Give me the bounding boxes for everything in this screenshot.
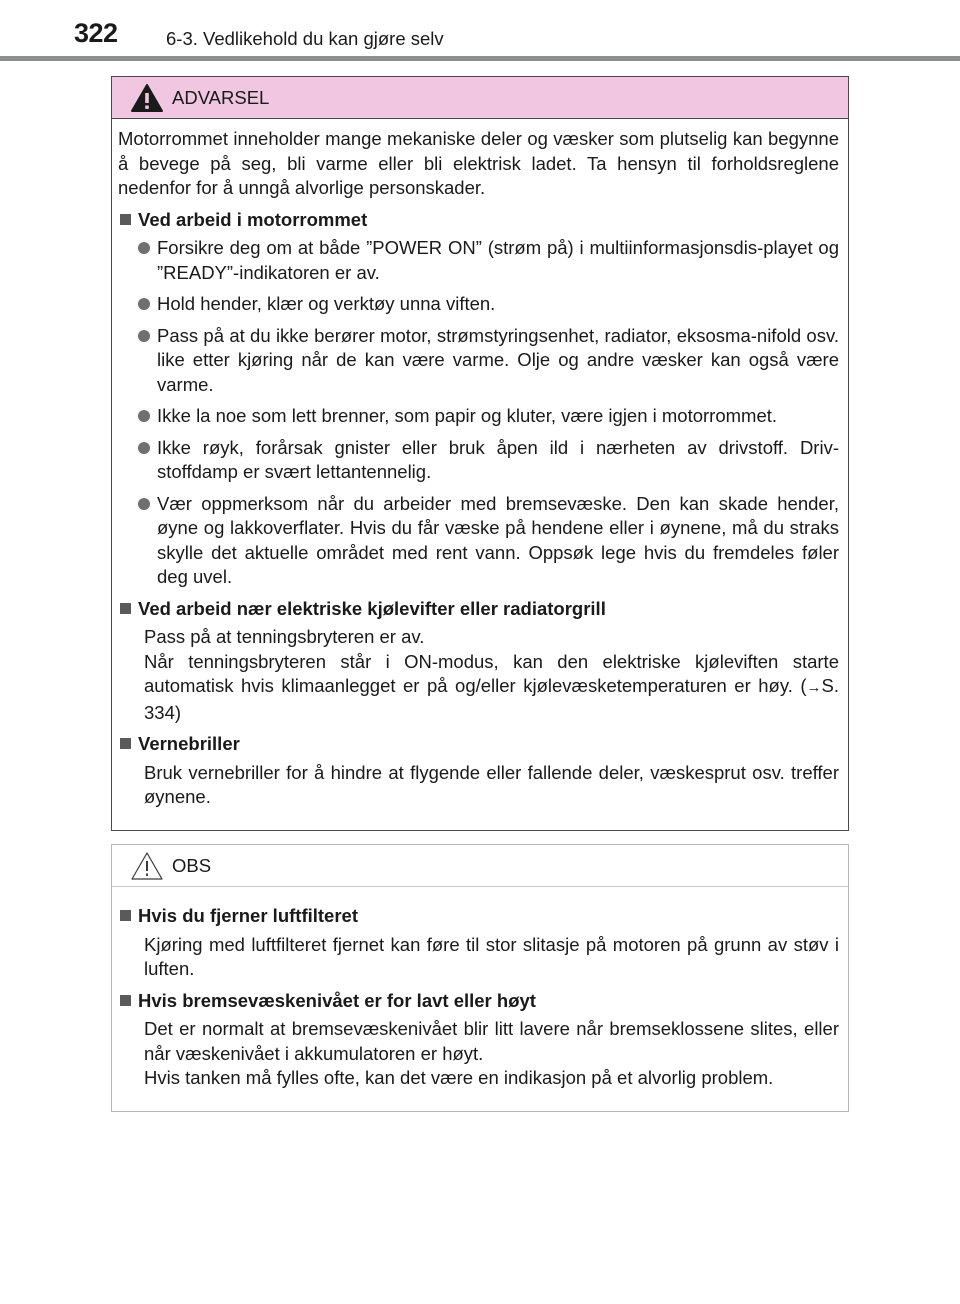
bullet-dot-icon bbox=[138, 242, 150, 254]
bullet-item bbox=[118, 436, 839, 485]
bullet-item bbox=[118, 492, 839, 590]
caution-body bbox=[112, 887, 848, 1091]
bullet-dot-icon bbox=[138, 330, 150, 342]
caution-text-air-filter: Kjøring med luftfilteret fjernet kan føre til stor slitasje på motoren på grunn av støv i luften. bbox=[144, 933, 839, 979]
bullet-item bbox=[118, 236, 839, 285]
caution-subhead-brake-fluid bbox=[118, 989, 839, 1014]
warning-intro: Motorrommet inneholder mange mekaniske deler og væsker som plutselig kan begynne å bevege på seg, bli varme eller bli elektrisk ladet. Ta hensyn til forholdsreglene nedenfor for å unngå alvorlige personskader. bbox=[118, 128, 839, 198]
caution-triangle-icon bbox=[130, 851, 164, 881]
warning-body bbox=[112, 119, 848, 810]
warning-subhead-goggles bbox=[118, 732, 839, 757]
bullet-item bbox=[118, 324, 839, 398]
warning-subhead-cooling-fans bbox=[118, 597, 839, 622]
bullet-item bbox=[118, 292, 839, 317]
bullet-text: Ikke la noe som lett brenner, som papir og kluter, være igjen i motorrommet. bbox=[157, 405, 778, 426]
fan-start-text: Når tenningsbryteren står i ON-modus, kan den elektriske kjøleviften starte automatisk hvis klimaanlegget er på og/eller kjølevæsketemperaturen er høy. ( bbox=[144, 650, 839, 696]
bullet-text: Hold hender, klær og verktøy unna viften. bbox=[157, 293, 496, 314]
caution-text-brake-level: Det er normalt at bremsevæskenivået blir litt lavere når bremseklossene slites, eller når væskenivået i akkumulatoren er høyt. bbox=[144, 1018, 839, 1064]
page-header bbox=[0, 0, 960, 49]
subhead-text: Vernebriller bbox=[138, 733, 240, 754]
subhead-text: Ved arbeid nær elektriske kjølevifter eller radiatorgrill bbox=[138, 597, 606, 619]
warning-text-ignition: Pass på at tenningsbryteren er av. bbox=[144, 626, 425, 647]
header-rule bbox=[0, 56, 960, 61]
subhead-text: Ved arbeid i motorrommet bbox=[138, 208, 368, 230]
bullet-text: Pass på at du ikke berører motor, strømstyringsenhet, radiator, eksosma-nifold osv. like etter kjøring når de kan være varme. Olje og andre væsker kan også være varme. bbox=[157, 324, 839, 395]
bullet-dot-icon bbox=[138, 442, 150, 454]
square-bullet-icon bbox=[120, 738, 131, 749]
section-title: 6-3. Vedlikehold du kan gjøre selv bbox=[166, 28, 444, 49]
square-bullet-icon bbox=[120, 603, 131, 614]
warning-triangle-icon bbox=[130, 83, 164, 113]
bullet-dot-icon bbox=[138, 298, 150, 310]
bullet-text: Vær oppmerksom når du arbeider med bremsevæske. Den kan skade hender, øyne og lakkoverflater. Hvis du får væske på hendene eller i øynene, må du straks skylle det aktuelle området med rent vann. Oppsøk lege hvis du fremdeles føler deg uvel. bbox=[157, 492, 839, 587]
bullet-text: Forsikre deg om at både ”POWER ON” (strøm på) i multiinformasjonsdis-playet og ”READY”-indikatoren er av. bbox=[157, 237, 839, 283]
caution-subhead-air-filter bbox=[118, 904, 839, 929]
bullet-item bbox=[118, 404, 839, 429]
warning-header bbox=[112, 77, 848, 119]
warning-box bbox=[111, 76, 849, 831]
warning-subhead-engine-room bbox=[118, 208, 839, 233]
warning-label: ADVARSEL bbox=[172, 87, 270, 108]
warning-text-fan-start bbox=[144, 650, 839, 726]
caution-header bbox=[112, 845, 848, 887]
page-number: 322 bbox=[74, 18, 118, 48]
square-bullet-icon bbox=[120, 214, 131, 225]
bullet-text: Ikke røyk, forårsak gnister eller bruk åpen ild i nærheten av drivstoff. Driv-stoffdamp er svært lettantennelig. bbox=[157, 436, 839, 482]
arrow-right-icon: → bbox=[806, 679, 822, 696]
warning-text-goggles: Bruk vernebriller for å hindre at flygende eller fallende deler, væskesprut osv. treffer øynene. bbox=[144, 761, 839, 807]
caution-text-refill: Hvis tanken må fylles ofte, kan det være en indikasjon på et alvorlig problem. bbox=[144, 1067, 774, 1088]
subhead-text: Hvis bremsevæskenivået er for lavt eller høyt bbox=[138, 989, 536, 1011]
square-bullet-icon bbox=[120, 910, 131, 921]
bullet-dot-icon bbox=[138, 498, 150, 510]
caution-label: OBS bbox=[172, 855, 212, 876]
bullet-dot-icon bbox=[138, 410, 150, 422]
square-bullet-icon bbox=[120, 995, 131, 1006]
page-reference-link[interactable]: S. 334) bbox=[144, 675, 839, 723]
caution-box bbox=[111, 844, 849, 1112]
subhead-text: Hvis du fjerner luftfilteret bbox=[138, 905, 358, 926]
